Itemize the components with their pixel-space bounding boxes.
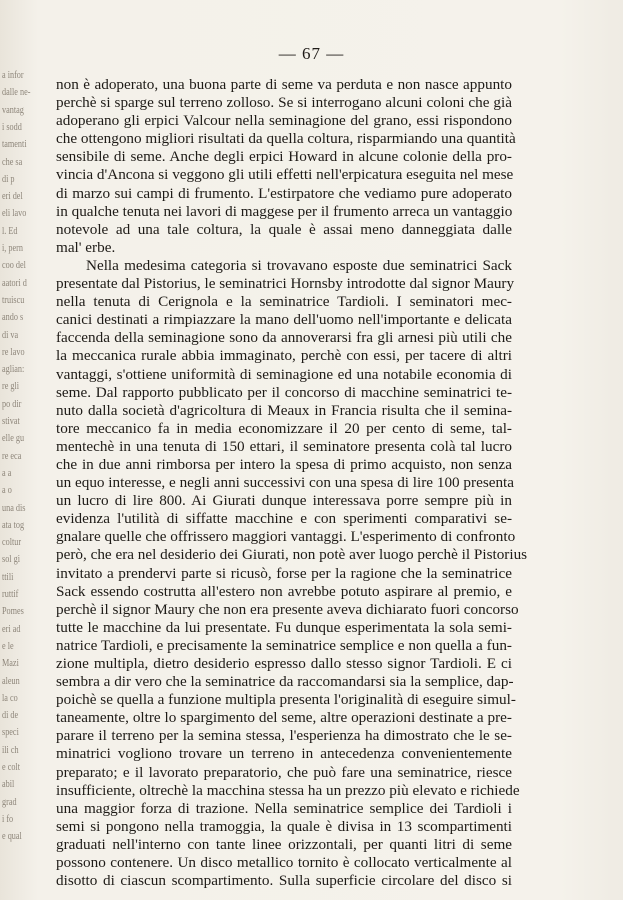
bleed-fragment: sol gi — [2, 554, 21, 566]
bleed-fragment: e colt — [2, 762, 20, 773]
text-line: vincia d'Ancona si veggono gli utili effetti nell'erpicatura eseguita nel mese — [56, 166, 514, 184]
bleed-fragment: di p — [2, 173, 15, 185]
bleed-fragment: elle gu — [2, 433, 25, 445]
bleed-fragment: abil — [2, 779, 15, 791]
bleed-fragment: di va — [2, 329, 19, 341]
text-line: un lucro di lire 800. Ai Giurati dunque interessava porre sempre più in — [56, 492, 512, 510]
facing-page-bleed-through — [0, 70, 44, 850]
text-line: notevole ad una tale coltura, la quale è assai meno danneggiata dalle — [56, 220, 512, 238]
text-line: semi si pongono nella tramoggia, la quale è divisa in 13 scompartimenti — [56, 817, 512, 835]
text-line: sembra a dir vero che la seminatrice da raccomandarsi sia la semplice, dap- — [56, 673, 514, 691]
text-line: però, che era nel desiderio dei Giurati, non potè aver luogo perchè il Pistorius — [56, 546, 528, 564]
bleed-fragment: una dis — [2, 502, 26, 514]
text-line: insufficiente, oltrechè la macchina stessa ha un prezzo più elevato e richiede — [56, 781, 520, 799]
bleed-fragment: a a — [2, 467, 12, 479]
text-line: canici destinati a rimpiazzare la mano dell'uomo nell'importante e delicata — [56, 311, 512, 329]
text-line: evidenza l'utilità di siffatte macchine e con sperimenti comparativi se- — [56, 510, 512, 528]
bleed-fragment: aglian: — [2, 364, 25, 376]
text-line: tutte le macchine da lui presentate. Fu dunque esperimentata la sola semi- — [56, 618, 512, 636]
text-line: Sack essendo costrutta all'estero non avrebbe potuto aspirare al premio, e — [56, 582, 512, 600]
text-line: Nella medesima categoria si trovavano esposte due seminatrici Sack — [86, 256, 512, 274]
bleed-fragment: ando s — [2, 312, 24, 324]
bleed-fragment: i, pern — [2, 243, 23, 254]
bleed-fragment: i fo — [2, 813, 14, 825]
text-line: non è adoperato, una buona parte di seme va perduta e non nasce appunto — [56, 76, 512, 93]
text-line: che in due anni rimborsa per intero la spesa di primo acquisto, non senza — [56, 455, 512, 473]
bleed-fragment: di de — [2, 710, 19, 722]
bleed-fragment: coo del — [2, 260, 26, 272]
text-line: in qualche tenuta nei lavori di maggese per il frumento arreca un vantaggio — [56, 202, 513, 220]
text-line: natrice Tardioli, e precisamente la seminatrice semplice e non quella a fun- — [56, 636, 512, 654]
bleed-fragment: e qual — [2, 831, 22, 843]
bleed-fragment: Mazi — [2, 658, 19, 670]
text-line: invitato a prendervi parte si ricusò, forse per la ragione che la seminatrice — [56, 564, 512, 582]
text-line: mentechè in una tenuta di 150 ettari, il seminatore presenta colà tal lucro — [56, 437, 512, 455]
bleed-fragment: ili ch — [2, 744, 19, 756]
text-line: la meccanica rurale abbia immaginato, perchè con essi, per tacere di altri — [56, 347, 512, 365]
text-line: minatrici vogliono trovare un terreno in antecedenza convenientemente — [56, 745, 512, 763]
bleed-fragment: re eca — [2, 450, 22, 462]
bleed-fragment: re lavo — [2, 346, 25, 358]
text-line: graduati nell'interno con tante linee orizzontali, per quanti litri di seme — [56, 835, 512, 853]
text-line: di marzo sui campi di frumento. L'estirpatore che vediamo pure adoperato — [56, 184, 512, 202]
text-line: perchè il signor Maury che non era presente aveva dichiarato fuori concorso — [56, 600, 519, 618]
text-line: vantaggi, s'ottiene uniformità di seminagione ed una notabile economia di — [56, 365, 512, 383]
text-line: nuto dalla società d'agricoltura di Meaux in Francia risulta che il semina- — [56, 401, 512, 419]
bleed-fragment: la co — [2, 692, 18, 704]
bleed-fragment: re gli — [2, 381, 20, 393]
text-line: adoperano gli erpici Valcour nella seminagione del grano, essi rispondono — [56, 112, 512, 130]
bleed-fragment: l. Ed — [2, 225, 18, 237]
text-line: zione multipla, dietro desiderio espresso dallo stesso signor Tardioli. E ci — [56, 655, 512, 672]
text-line: sensibile di seme. Anche degli erpici Howard in alcune colonie della pro- — [56, 148, 512, 166]
bleed-fragment: coltur — [2, 537, 22, 549]
bleed-fragment: aatori d — [2, 277, 27, 289]
bleed-fragment: che sa — [2, 156, 23, 168]
text-line: presentate dal Pistorius, le seminatrici Hornsby introdotte dal signor Maury — [56, 275, 515, 293]
text-line: una maggior forza di trazione. Nella seminatrice semplice dei Tardioli i — [56, 799, 512, 817]
bleed-fragment: speci — [2, 727, 19, 739]
text-line: tore meccanico fa in media economizzare il 20 per cento di seme, tal- — [56, 419, 512, 437]
text-line: nella tenuta di Cerignola e la seminatrice Tardioli. I seminatori mec- — [56, 293, 512, 311]
text-line: perchè si sparge sul terreno zolloso. Se si interrogano alcuni coloni che già — [56, 94, 512, 112]
bleed-fragment: a infor — [2, 70, 24, 81]
bleed-fragment: aleun — [2, 675, 20, 687]
text-line: che ottengono migliori risultati da quella coltura, risparmiando una quantità — [56, 130, 516, 148]
bleed-fragment: truiscu — [2, 294, 25, 306]
bleed-fragment: dalle ne- — [2, 87, 31, 99]
page-number: — 67 — — [278, 44, 345, 63]
text-line: disotto di ciascun scompartimento. Sulla superficie circolare del disco si — [56, 872, 512, 890]
bleed-fragment: ttili — [2, 571, 14, 583]
text-line: gnalare quelle che offrissero maggiori vantaggi. L'esperimento di confronto — [56, 528, 516, 546]
bleed-fragment: i sodd — [2, 121, 22, 133]
bleed-fragment: stivat — [2, 416, 20, 427]
bleed-fragment: ruttif — [2, 589, 19, 600]
bleed-fragment: eri ad — [2, 623, 21, 635]
text-line: parare il terreno per la semina stessa, l'esperienza ha dimostrato che le se- — [56, 727, 512, 745]
bleed-fragment: e le — [2, 640, 14, 652]
bleed-fragment: Pomes — [2, 606, 24, 618]
text-line: mal' erbe. — [56, 238, 116, 256]
text-line: un equo interesse, e negli anni successivi con una spesa di lire 100 presenta — [56, 474, 515, 492]
text-line: possono contenere. Un disco metallico tornito è collocato verticalmente al — [56, 854, 512, 872]
text-line: poichè se quella a funzione multipla presenta l'originalità di eseguire simul- — [56, 691, 516, 709]
main-text-column — [56, 76, 528, 890]
bleed-fragment: eli lavo — [2, 208, 27, 220]
bleed-fragment: eri del — [2, 191, 23, 203]
text-line: faccenda della seminagione sono da annoverarsi fra gli arnesi più utili che — [56, 329, 512, 347]
bleed-fragment: a o — [2, 485, 12, 497]
bleed-fragment: ata tog — [2, 519, 25, 531]
bleed-fragment: vantag — [2, 104, 24, 116]
text-line: seme. Dal rapporto pubblicato per il concorso di macchine seminatrici te- — [56, 383, 512, 401]
text-line: preparato; e il lavorato preparatorio, che può fare una seminatrice, riesce — [56, 763, 512, 781]
bleed-fragment: tamenti — [2, 139, 27, 151]
bleed-fragment: po dir — [2, 398, 22, 410]
text-line: taneamente, oltre lo spargimento del seme, altre operazioni destinate a pre- — [56, 709, 512, 727]
bleed-fragment: grad — [2, 796, 17, 808]
